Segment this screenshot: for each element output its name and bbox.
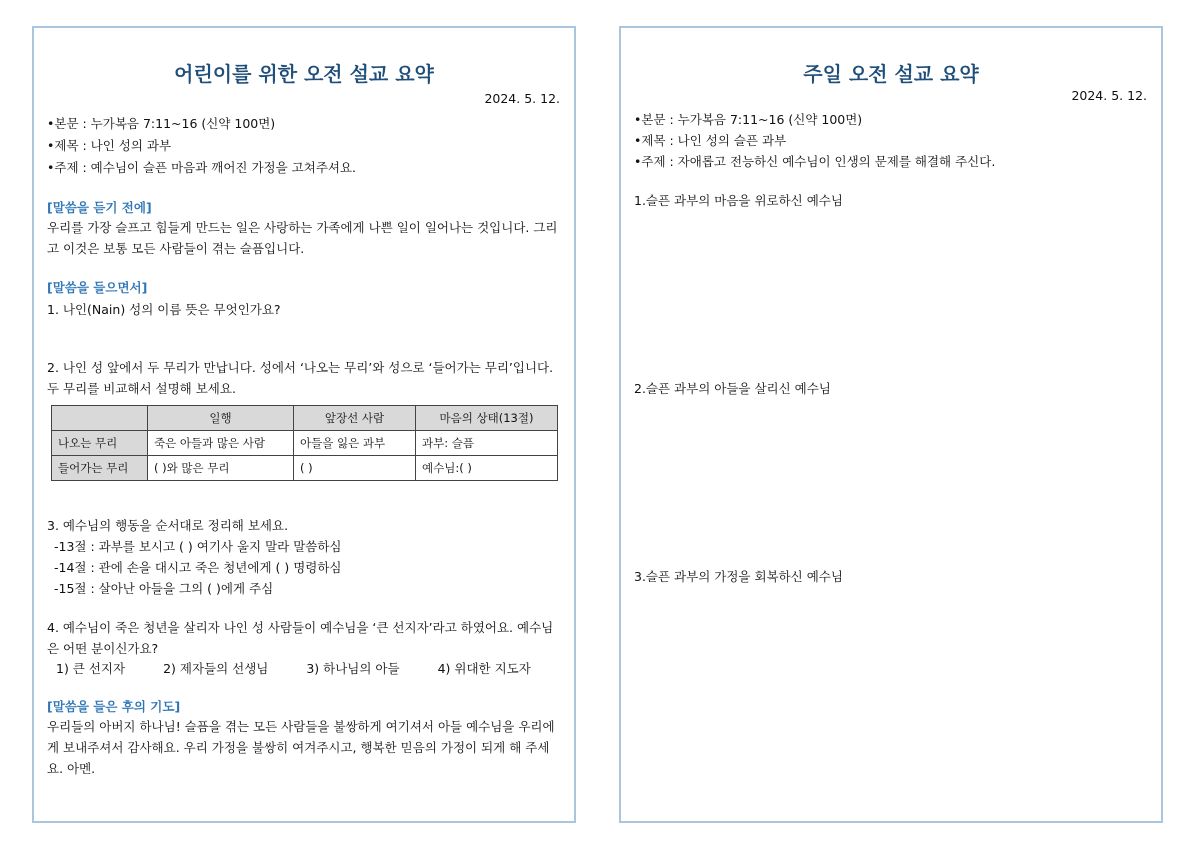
question-3-item: -13절 : 과부를 보시고 ( ) 여기사 울지 말라 말씀하심 (54, 539, 342, 554)
table-row-header: 나오는 무리 (52, 431, 148, 456)
table-header-cell (52, 406, 148, 431)
children-sermon-sheet (32, 26, 576, 823)
sermon-point: 3.슬픈 과부의 가정을 회복하신 예수님 (634, 569, 843, 584)
table-row (52, 431, 558, 456)
table-cell: 죽은 아들과 많은 사람 (148, 431, 294, 456)
left-info-theme: •주제 : 예수님이 슬픈 마음과 깨어진 가정을 고쳐주셔요. (47, 160, 357, 175)
question-4-option: 2) 제자들의 선생님 (163, 661, 269, 676)
question-1: 1. 나인(Nain) 성의 이름 뜻은 무엇인가요? (47, 302, 281, 317)
prayer-text: 우리들의 아버지 하나님! 슬픔을 겪는 모든 사람들을 불쌍하게 여기셔서 아들 예수님을 우리에게 보내주셔서 감사해요. 우리 가정을 불쌍히 여겨주시고, 행복한 믿음의 가정이 되게 해 주세요. 아멘. (47, 719, 555, 776)
table-row-header: 들어가는 무리 (52, 456, 148, 481)
before-text: 우리를 가장 슬프고 힘들게 만드는 일은 사랑하는 가족에게 나쁜 일이 일어나는 것입니다. 그리고 이것은 보통 모든 사람들이 겪는 슬픔입니다. (47, 220, 558, 256)
table-header-cell: 앞장선 사람 (294, 406, 416, 431)
left-date: 2024. 5. 12. (484, 91, 560, 106)
right-date: 2024. 5. 12. (1071, 88, 1147, 103)
table-cell: ( ) (294, 456, 416, 481)
table-cell: 아들을 잃은 과부 (294, 431, 416, 456)
question-3-item: -15절 : 살아난 아들을 그의 ( )에게 주심 (54, 581, 274, 596)
left-title: 어린이를 위한 오전 설교 요약 (174, 62, 434, 86)
table-header-cell: 마음의 상태(13절) (416, 406, 558, 431)
table-header-row (52, 406, 558, 431)
sermon-point: 1.슬픈 과부의 마음을 위로하신 예수님 (634, 193, 843, 208)
right-info-scripture: •본문 : 누가복음 7:11~16 (신약 100면) (634, 112, 863, 127)
right-title: 주일 오전 설교 요약 (803, 62, 979, 86)
left-info-scripture: •본문 : 누가복음 7:11~16 (신약 100면) (47, 116, 276, 131)
prayer-heading: [말씀을 들은 후의 기도] (47, 699, 181, 714)
table-cell: 예수님:( ) (416, 456, 558, 481)
adult-sermon-sheet (619, 26, 1163, 823)
question-4-option: 4) 위대한 지도자 (437, 661, 531, 676)
during-heading: [말씀을 들으면서] (47, 280, 148, 295)
table-header-cell: 일행 (148, 406, 294, 431)
sermon-point: 2.슬픈 과부의 아들을 살리신 예수님 (634, 381, 831, 396)
question-4: 4. 예수님이 죽은 청년을 살리자 나인 성 사람들이 예수님을 ‘큰 선지자’라고 하였어요. 예수님은 어떤 분이신가요? (47, 620, 554, 656)
question-4-option: 3) 하나님의 아들 (306, 661, 400, 676)
left-info-title: •제목 : 나인 성의 과부 (47, 138, 172, 153)
right-info-theme: •주제 : 자애롭고 전능하신 예수님이 인생의 문제를 해결해 주신다. (634, 154, 996, 169)
question-4-option: 1) 큰 선지자 (56, 661, 126, 676)
before-heading: [말씀을 듣기 전에] (47, 200, 152, 215)
question-2: 2. 나인 성 앞에서 두 무리가 만납니다. 성에서 ‘나오는 무리’와 성으로 ‘들어가는 무리’입니다. 두 무리를 비교해서 설명해 보세요. (47, 360, 554, 396)
question-4-options (56, 659, 565, 677)
table-row (52, 456, 558, 481)
right-info-title: •제목 : 나인 성의 슬픈 과부 (634, 133, 787, 148)
comparison-table (51, 405, 558, 481)
question-3-item: -14절 : 관에 손을 대시고 죽은 청년에게 ( ) 명령하심 (54, 560, 342, 575)
question-3: 3. 예수님의 행동을 순서대로 정리해 보세요. (47, 518, 289, 533)
table-cell: ( )와 많은 무리 (148, 456, 294, 481)
table-cell: 과부: 슬픔 (416, 431, 558, 456)
